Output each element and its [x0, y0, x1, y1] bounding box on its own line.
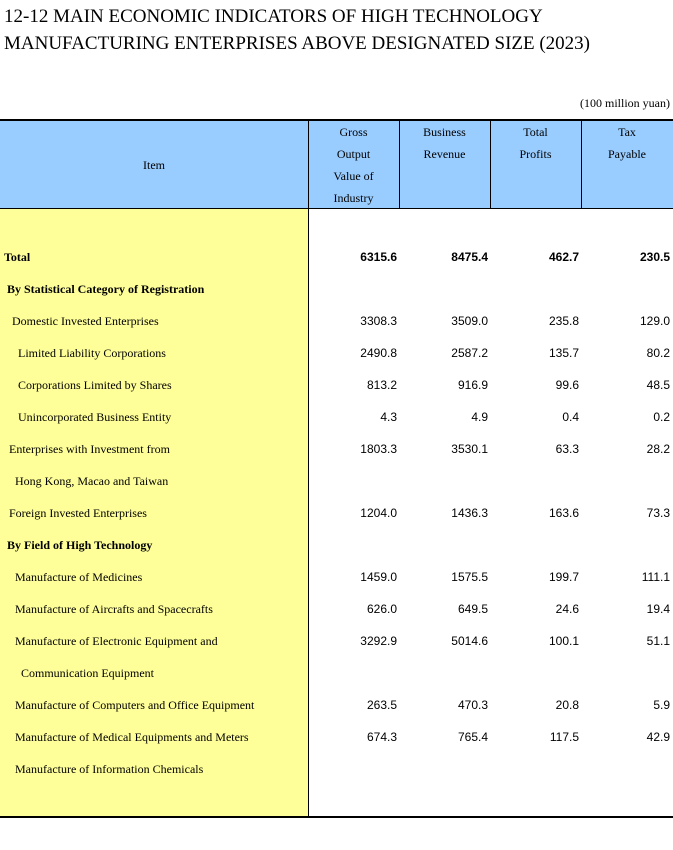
cell-gross-output: 2490.8 — [360, 346, 397, 360]
indicators-table — [0, 119, 673, 818]
table-row — [0, 305, 673, 337]
table-bottom-rule — [0, 816, 673, 818]
header-text: Tax — [618, 125, 636, 139]
table-row — [0, 433, 673, 465]
header-text: Payable — [608, 147, 646, 161]
title-line-2: MANUFACTURING ENTERPRISES ABOVE DESIGNATED SIZE (2023) — [4, 33, 591, 54]
table-row — [0, 561, 673, 593]
cell-tax-payable: 42.9 — [646, 730, 670, 744]
page-title — [4, 3, 590, 57]
cell-business-revenue: 8475.4 — [451, 250, 488, 264]
header-text: Revenue — [423, 147, 466, 161]
cell-business-revenue: 1575.5 — [451, 570, 488, 584]
cell-business-revenue: 2587.2 — [451, 346, 488, 360]
header-text: Value of — [333, 169, 374, 183]
table-row — [0, 369, 673, 401]
unit-label: (100 million yuan) — [580, 96, 670, 110]
cell-business-revenue: 3509.0 — [451, 314, 488, 328]
table-row-total — [0, 241, 673, 273]
row-label: Limited Liability Corporations — [18, 346, 166, 360]
cell-total-profits: 163.6 — [548, 506, 579, 520]
header-tax-payable — [581, 121, 673, 165]
cell-business-revenue: 470.3 — [457, 698, 488, 712]
cell-total-profits: 0.4 — [562, 410, 579, 424]
cell-tax-payable: 230.5 — [639, 250, 670, 264]
header-item-label: Item — [143, 158, 165, 172]
header-text: Gross — [339, 125, 368, 139]
section-heading-high-technology — [0, 529, 673, 561]
cell-total-profits: 24.6 — [555, 602, 579, 616]
row-label: Manufacture of Electronic Equipment and — [15, 634, 218, 648]
cell-total-profits: 235.8 — [548, 314, 579, 328]
cell-total-profits: 100.1 — [548, 634, 579, 648]
cell-business-revenue: 5014.6 — [451, 634, 488, 648]
header-text: Business — [423, 125, 466, 139]
table-row — [0, 753, 673, 785]
cell-total-profits: 135.7 — [548, 346, 579, 360]
title-line-1: 12-12 MAIN ECONOMIC INDICATORS OF HIGH TECHNOLOGY — [4, 6, 543, 27]
cell-business-revenue: 3530.1 — [451, 442, 488, 456]
row-label: Enterprises with Investment from — [9, 442, 170, 456]
row-label: Foreign Invested Enterprises — [9, 506, 147, 520]
row-label: Manufacture of Aircrafts and Spacecrafts — [15, 602, 213, 616]
table-row — [0, 593, 673, 625]
row-label: Manufacture of Medicines — [15, 570, 143, 584]
cell-tax-payable: 80.2 — [646, 346, 670, 360]
table-row — [0, 401, 673, 433]
cell-total-profits: 63.3 — [555, 442, 579, 456]
table-row — [0, 625, 673, 657]
row-label: Unincorporated Business Entity — [18, 410, 172, 424]
cell-total-profits: 199.7 — [548, 570, 579, 584]
cell-business-revenue: 4.9 — [471, 410, 488, 424]
header-business-revenue — [399, 121, 490, 165]
cell-total-profits: 462.7 — [548, 250, 579, 264]
row-label: Manufacture of Medical Equipments and Meters — [15, 730, 249, 744]
cell-tax-payable: 0.2 — [653, 410, 670, 424]
cell-business-revenue: 649.5 — [457, 602, 488, 616]
cell-gross-output: 263.5 — [366, 698, 397, 712]
row-label: Corporations Limited by Shares — [18, 378, 172, 392]
cell-gross-output: 1803.3 — [360, 442, 397, 456]
row-label: Total — [4, 250, 31, 264]
row-label: By Field of High Technology — [7, 538, 153, 552]
cell-business-revenue: 1436.3 — [451, 506, 488, 520]
cell-gross-output: 674.3 — [366, 730, 397, 744]
row-label: Domestic Invested Enterprises — [12, 314, 159, 328]
cell-tax-payable: 51.1 — [646, 634, 670, 648]
cell-total-profits: 117.5 — [549, 730, 579, 744]
header-text: Profits — [519, 147, 552, 161]
row-label: Hong Kong, Macao and Taiwan — [15, 474, 169, 488]
header-text: Total — [523, 125, 548, 139]
table-row — [0, 721, 673, 753]
cell-tax-payable: 48.5 — [646, 378, 670, 392]
table-row — [0, 497, 673, 529]
row-label: Manufacture of Computers and Office Equipment — [15, 698, 255, 712]
cell-business-revenue: 765.4 — [457, 730, 488, 744]
cell-gross-output: 3292.9 — [360, 634, 397, 648]
cell-gross-output: 6315.6 — [360, 250, 397, 264]
header-text: Output — [336, 147, 371, 161]
cell-business-revenue: 916.9 — [457, 378, 488, 392]
header-gross-output — [308, 121, 399, 209]
cell-total-profits: 99.6 — [555, 378, 579, 392]
cell-tax-payable: 19.4 — [646, 602, 670, 616]
cell-gross-output: 813.2 — [366, 378, 397, 392]
cell-gross-output: 1459.0 — [360, 570, 397, 584]
row-label: By Statistical Category of Registration — [7, 282, 205, 296]
cell-tax-payable: 28.2 — [646, 442, 670, 456]
table-row-continuation — [0, 657, 673, 689]
table-row-continuation — [0, 465, 673, 497]
cell-gross-output: 3308.3 — [360, 314, 397, 328]
table-row — [0, 689, 673, 721]
table-row — [0, 337, 673, 369]
cell-tax-payable: 5.9 — [653, 698, 670, 712]
cell-gross-output: 4.3 — [380, 410, 397, 424]
cell-gross-output: 626.0 — [366, 602, 397, 616]
section-heading-registration — [0, 273, 673, 305]
cell-tax-payable: 111.1 — [641, 570, 670, 584]
cell-tax-payable: 129.0 — [639, 314, 670, 328]
cell-total-profits: 20.8 — [555, 698, 579, 712]
header-text: Industry — [333, 191, 374, 205]
header-total-profits — [490, 121, 581, 165]
cell-tax-payable: 73.3 — [646, 506, 670, 520]
header-item — [0, 154, 308, 176]
row-label: Communication Equipment — [21, 666, 154, 680]
cell-gross-output: 1204.0 — [360, 506, 397, 520]
row-label: Manufacture of Information Chemicals — [15, 762, 204, 776]
